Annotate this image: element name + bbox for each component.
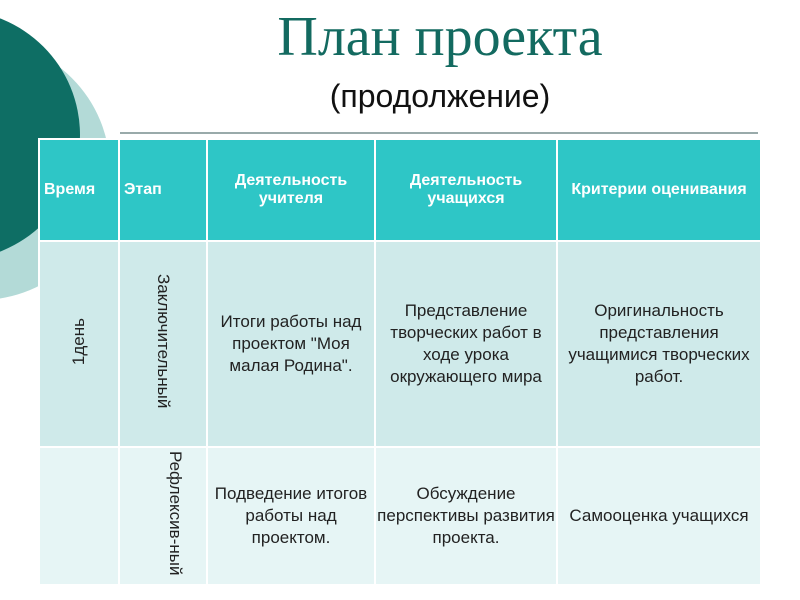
cell-stage xyxy=(119,241,207,447)
header-student-activity: Деятельность учащихся xyxy=(375,139,557,241)
cell-student-activity: Обсуждение перспективы развития проекта. xyxy=(375,447,557,585)
cell-time xyxy=(39,447,119,585)
cell-teacher-activity: Подведение итогов работы над проектом. xyxy=(207,447,375,585)
cell-stage xyxy=(119,447,207,585)
header-teacher-activity: Деятельность учителя xyxy=(207,139,375,241)
cell-teacher-activity: Итоги работы над проектом "Моя малая Родина". xyxy=(207,241,375,447)
project-plan-table xyxy=(38,138,762,586)
cell-criteria: Оригинальность представления учащимися творческих работ. xyxy=(557,241,761,447)
stage-text: Рефлексив-ный xyxy=(166,451,185,576)
header-stage: Этап xyxy=(119,139,207,241)
table-row xyxy=(39,447,761,585)
table-header-row xyxy=(39,139,761,241)
time-text: 1день xyxy=(69,317,88,366)
cell-student-activity: Представление творческих работ в ходе урока окружающего мира xyxy=(375,241,557,447)
table-row xyxy=(39,241,761,447)
title-divider xyxy=(120,132,758,134)
header-criteria: Критерии оценивания xyxy=(557,139,761,241)
header-time: Время xyxy=(39,139,119,241)
cell-time xyxy=(39,241,119,447)
slide-subtitle: (продолжение) xyxy=(329,78,551,114)
cell-criteria: Самооценка учащихся xyxy=(557,447,761,585)
stage-text: Заключительный xyxy=(154,274,173,409)
slide-title: План проекта xyxy=(277,6,603,68)
